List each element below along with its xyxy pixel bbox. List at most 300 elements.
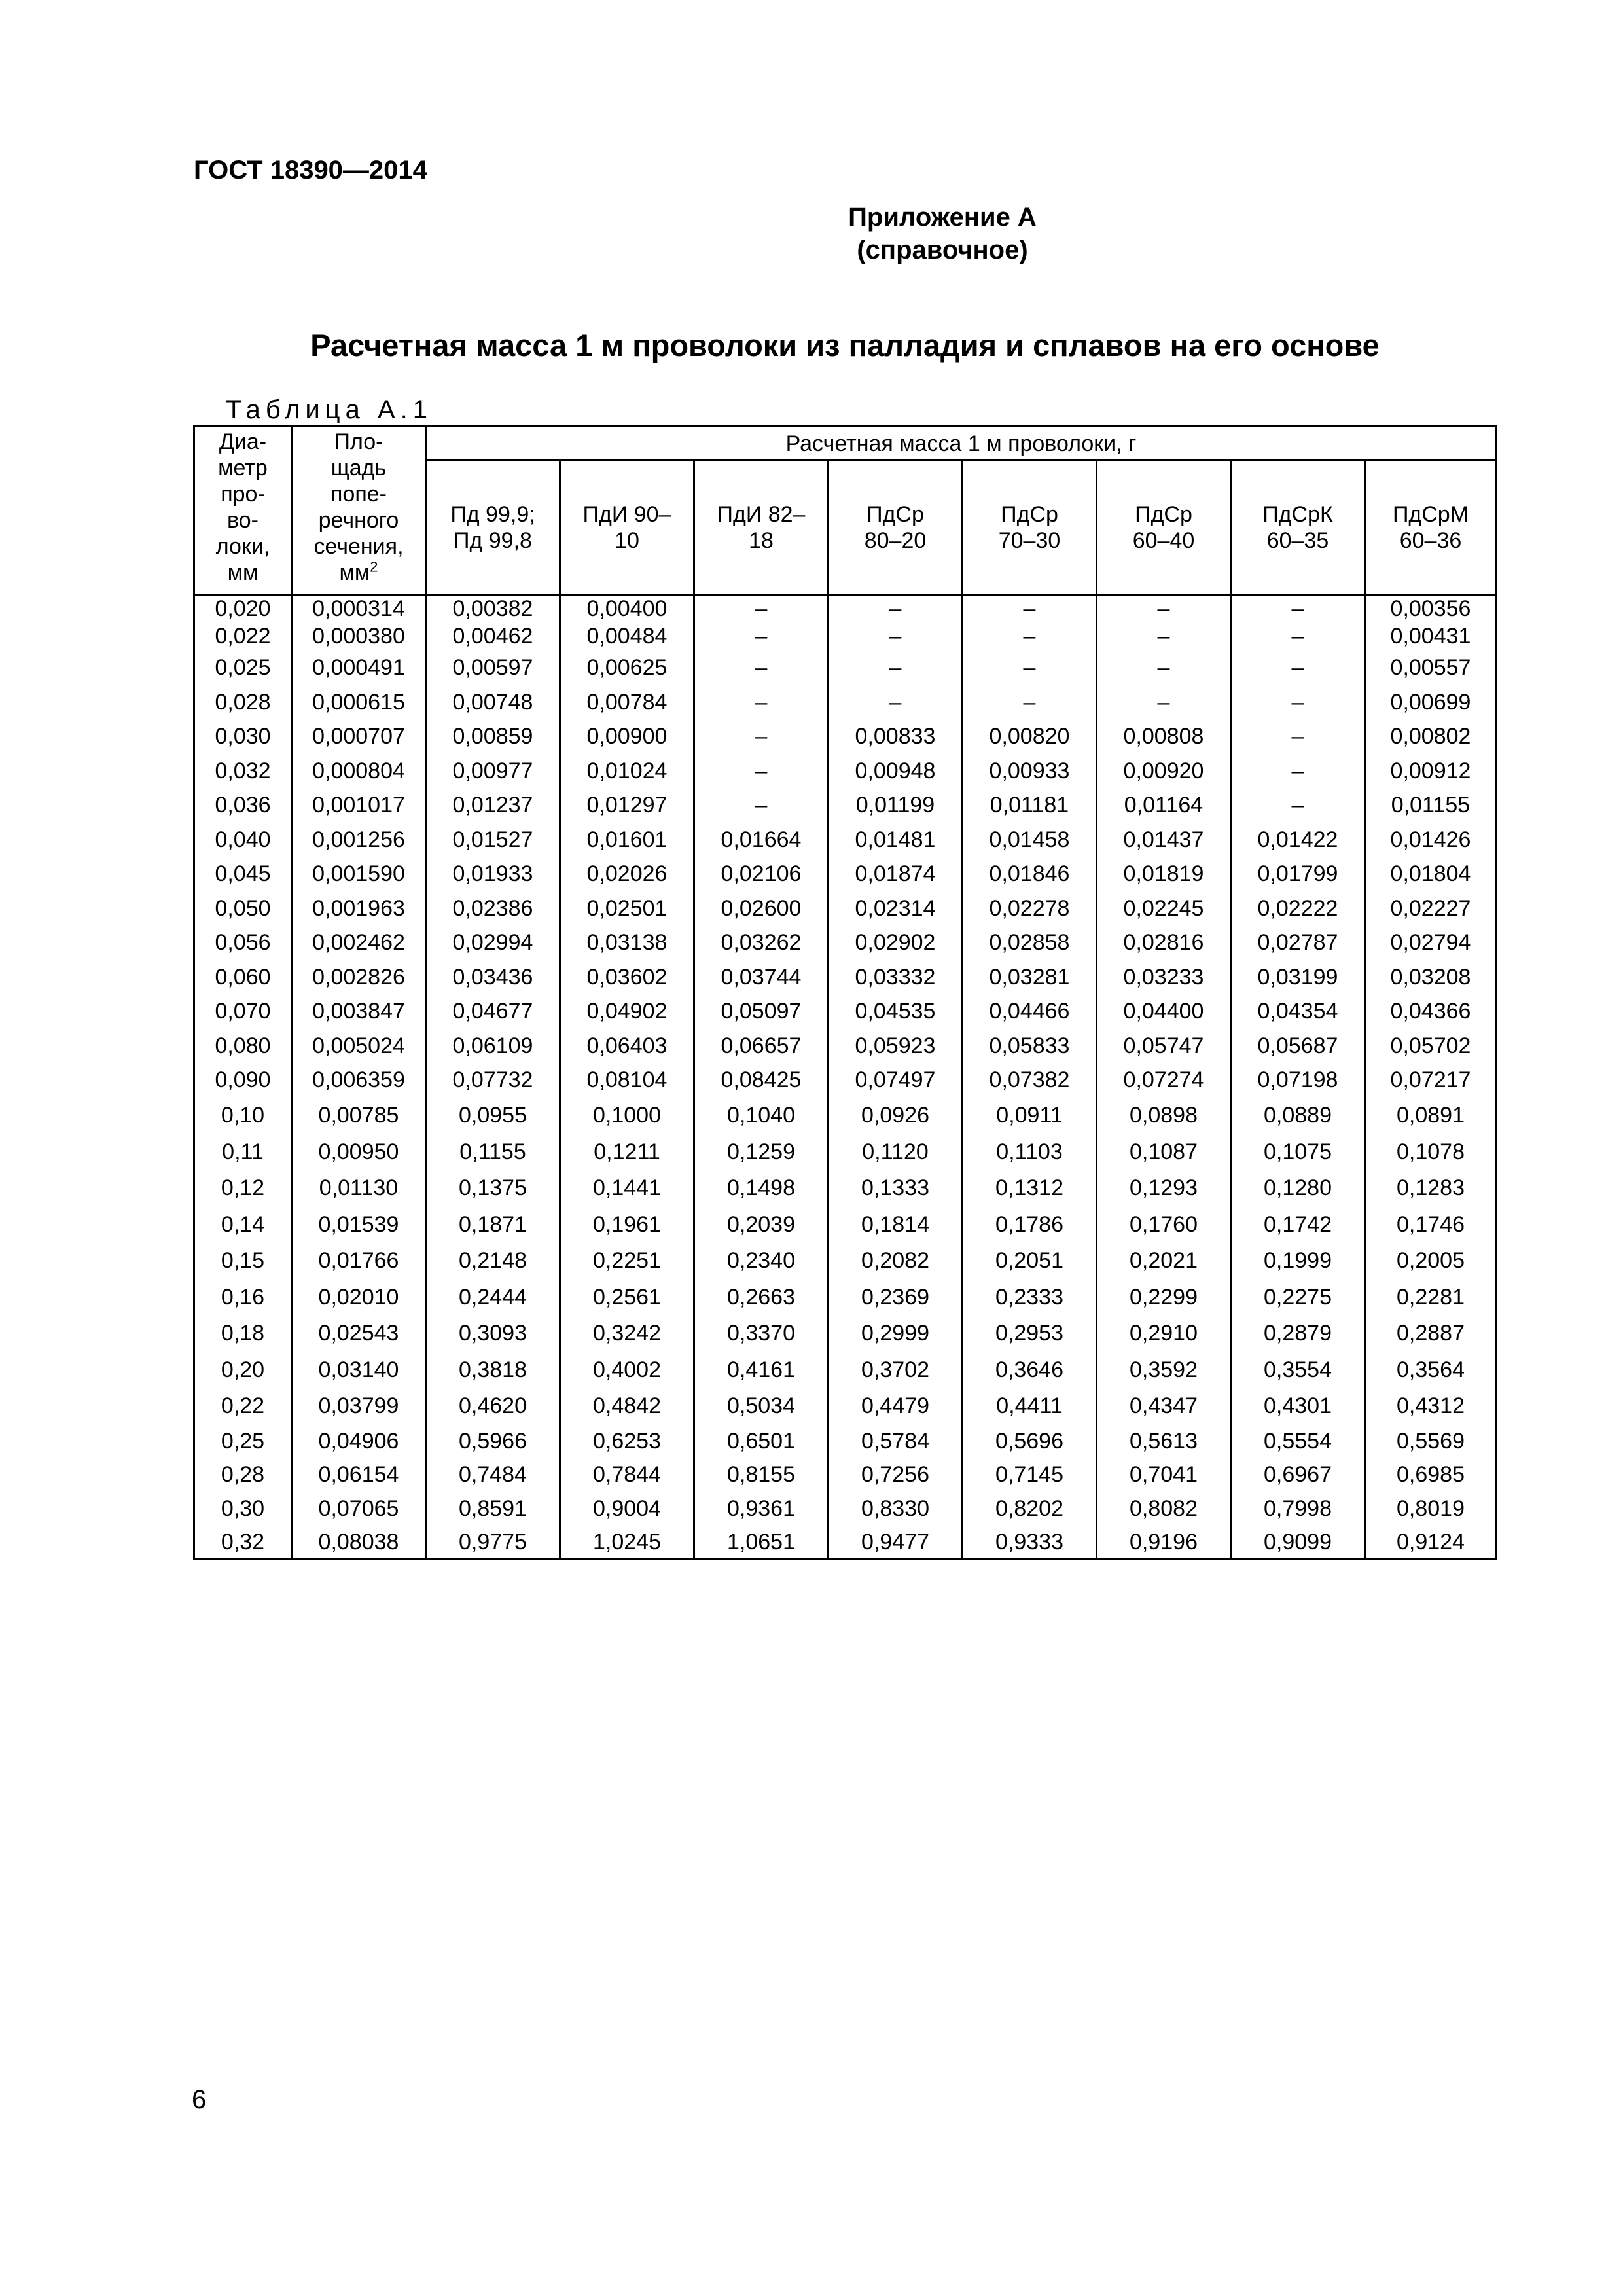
table-cell: 0,000707	[292, 719, 426, 754]
table-row	[194, 1243, 1497, 1280]
alloy-header: ПдСр 70–30	[963, 461, 1097, 595]
table-cell: 0,00557	[1365, 651, 1497, 685]
table-cell: –	[829, 622, 963, 651]
table-cell: 0,056	[194, 925, 292, 960]
table-cell: 0,7998	[1231, 1492, 1365, 1526]
table-cell: –	[694, 622, 829, 651]
table-cell: 0,070	[194, 994, 292, 1029]
table-cell: 0,4479	[829, 1388, 963, 1425]
table-cell: 0,02994	[426, 925, 560, 960]
table-cell: –	[1231, 622, 1365, 651]
table-cell: 0,0926	[829, 1098, 963, 1134]
table-cell: 0,1103	[963, 1134, 1097, 1170]
area-header: Пло- щадь попе- речного сечения, $мм^2$	[292, 427, 426, 595]
table-cell: 0,06403	[560, 1029, 694, 1064]
table-cell: 0,22	[194, 1388, 292, 1425]
table-cell: 0,00977	[426, 754, 560, 789]
table-cell: 0,2148	[426, 1243, 560, 1280]
table-cell: 0,01422	[1231, 823, 1365, 857]
table-cell: 0,002462	[292, 925, 426, 960]
table-cell: 0,1155	[426, 1134, 560, 1170]
table-row	[194, 1134, 1497, 1170]
table-cell: 0,03799	[292, 1388, 426, 1425]
table-cell: –	[1231, 754, 1365, 789]
table-cell: 0,0955	[426, 1098, 560, 1134]
table-cell: 0,1742	[1231, 1206, 1365, 1243]
table-cell: 0,2879	[1231, 1316, 1365, 1352]
table-cell: 0,2281	[1365, 1279, 1497, 1316]
table-cell: 0,07497	[829, 1063, 963, 1098]
table-cell: 0,20	[194, 1352, 292, 1388]
table-cell: 0,14	[194, 1206, 292, 1243]
table-cell: 0,08425	[694, 1063, 829, 1098]
table-cell: 0,2005	[1365, 1243, 1497, 1280]
table-cell: 0,00784	[560, 685, 694, 720]
table-row	[194, 1063, 1497, 1098]
table-cell: 0,1078	[1365, 1134, 1497, 1170]
table-cell: 0,00699	[1365, 685, 1497, 720]
table-cell: 0,3646	[963, 1352, 1097, 1388]
table-cell: 0,7484	[426, 1458, 560, 1492]
table-cell: 0,8082	[1097, 1492, 1231, 1526]
table-cell: 0,00462	[426, 622, 560, 651]
table-cell: –	[963, 685, 1097, 720]
table-row	[194, 622, 1497, 651]
table-cell: –	[694, 788, 829, 823]
table-cell: 0,01426	[1365, 823, 1497, 857]
table-cell: 0,00431	[1365, 622, 1497, 651]
table-cell: 0,00933	[963, 754, 1097, 789]
table-cell: 0,0898	[1097, 1098, 1231, 1134]
table-cell: 0,7041	[1097, 1458, 1231, 1492]
table-cell: 0,1120	[829, 1134, 963, 1170]
table-cell: –	[694, 595, 829, 622]
table-row	[194, 891, 1497, 926]
table-cell: 0,7256	[829, 1458, 963, 1492]
table-cell: –	[1231, 788, 1365, 823]
table-cell: 0,02902	[829, 925, 963, 960]
table-cell: 0,00859	[426, 719, 560, 754]
table-cell: 0,03199	[1231, 960, 1365, 995]
table-cell: 0,5696	[963, 1424, 1097, 1458]
table-cell: 0,02600	[694, 891, 829, 926]
table-cell: 0,07274	[1097, 1063, 1231, 1098]
table-cell: 0,3702	[829, 1352, 963, 1388]
table-cell: 0,03233	[1097, 960, 1231, 995]
table-cell: 1,0651	[694, 1526, 829, 1560]
table-cell: 0,2299	[1097, 1279, 1231, 1316]
table-cell: –	[1231, 651, 1365, 685]
table-row	[194, 1316, 1497, 1352]
table-cell: 0,2275	[1231, 1279, 1365, 1316]
table-cell: 0,03262	[694, 925, 829, 960]
table-cell: 0,2340	[694, 1243, 829, 1280]
document-title: Расчетная масса 1 м проволоки из палладия и сплавов на его основе	[310, 328, 1380, 363]
table-cell: 0,032	[194, 754, 292, 789]
table-row	[194, 719, 1497, 754]
table-cell: 0,1312	[963, 1170, 1097, 1207]
table-cell: 0,3242	[560, 1316, 694, 1352]
alloy-header: ПдИ 82– 18	[694, 461, 829, 595]
table-cell: 0,001963	[292, 891, 426, 926]
table-cell: 0,02794	[1365, 925, 1497, 960]
table-cell: 0,000314	[292, 595, 426, 622]
table-cell: 0,3093	[426, 1316, 560, 1352]
table-row	[194, 1352, 1497, 1388]
table-cell: 0,025	[194, 651, 292, 685]
table-cell: 0,8019	[1365, 1492, 1497, 1526]
table-cell: 0,060	[194, 960, 292, 995]
table-cell: 0,1087	[1097, 1134, 1231, 1170]
table-row	[194, 1424, 1497, 1458]
table-cell: 0,07065	[292, 1492, 426, 1526]
table-cell: 0,0911	[963, 1098, 1097, 1134]
table-cell: 0,001256	[292, 823, 426, 857]
table-cell: 0,5554	[1231, 1424, 1365, 1458]
table-cell: 0,01297	[560, 788, 694, 823]
page-number: 6	[192, 2085, 207, 2114]
table-cell: 0,030	[194, 719, 292, 754]
table-cell: 0,000491	[292, 651, 426, 685]
table-cell: 0,9333	[963, 1526, 1097, 1560]
table-cell: 0,01481	[829, 823, 963, 857]
table-cell: 0,2082	[829, 1243, 963, 1280]
table-cell: 0,006359	[292, 1063, 426, 1098]
table-cell: 0,00948	[829, 754, 963, 789]
table-cell: 0,0891	[1365, 1098, 1497, 1134]
table-cell: 0,020	[194, 595, 292, 622]
appendix-title: Приложение А	[848, 203, 1037, 232]
table-cell: 0,1375	[426, 1170, 560, 1207]
table-cell: 0,045	[194, 857, 292, 891]
alloy-header: Пд 99,9; Пд 99,8	[426, 461, 560, 595]
table-row	[194, 685, 1497, 720]
table-row	[194, 1279, 1497, 1316]
table-cell: 0,01527	[426, 823, 560, 857]
table-cell: 0,2910	[1097, 1316, 1231, 1352]
table-cell: 0,001017	[292, 788, 426, 823]
alloy-header: ПдСрК 60–35	[1231, 461, 1365, 595]
table-cell: –	[1097, 595, 1231, 622]
table-cell: 0,00950	[292, 1134, 426, 1170]
table-cell: 0,05687	[1231, 1029, 1365, 1064]
table-cell: 0,2444	[426, 1279, 560, 1316]
table-cell: –	[829, 651, 963, 685]
table-cell: 0,01819	[1097, 857, 1231, 891]
table-cell: 0,00748	[426, 685, 560, 720]
table-cell: 0,1293	[1097, 1170, 1231, 1207]
table-cell: 0,3554	[1231, 1352, 1365, 1388]
table-cell: 0,5569	[1365, 1424, 1497, 1458]
table-cell: 0,000615	[292, 685, 426, 720]
table-cell: 0,3370	[694, 1316, 829, 1352]
alloy-header: ПдСрМ 60–36	[1365, 461, 1497, 595]
table-cell: 0,005024	[292, 1029, 426, 1064]
table-cell: 0,2251	[560, 1243, 694, 1280]
table-cell: 0,06657	[694, 1029, 829, 1064]
table-cell: 0,00597	[426, 651, 560, 685]
table-cell: 0,05833	[963, 1029, 1097, 1064]
table-cell: 0,2887	[1365, 1316, 1497, 1352]
table-row	[194, 1029, 1497, 1064]
table-row	[194, 1206, 1497, 1243]
table-cell: 0,4002	[560, 1352, 694, 1388]
table-cell: 0,003847	[292, 994, 426, 1029]
table-cell: 0,3564	[1365, 1352, 1497, 1388]
table-cell: –	[963, 595, 1097, 622]
table-row	[194, 857, 1497, 891]
table-cell: 0,05097	[694, 994, 829, 1029]
table-cell: –	[694, 754, 829, 789]
table-cell: 0,07198	[1231, 1063, 1365, 1098]
table-cell: 0,07732	[426, 1063, 560, 1098]
table-cell: –	[963, 622, 1097, 651]
table-cell: 0,01237	[426, 788, 560, 823]
table-cell: 0,050	[194, 891, 292, 926]
table-cell: 0,9196	[1097, 1526, 1231, 1560]
table-cell: 0,6967	[1231, 1458, 1365, 1492]
appendix-subtitle: (справочное)	[857, 236, 1028, 264]
table-cell: 0,00820	[963, 719, 1097, 754]
table-cell: 0,00625	[560, 651, 694, 685]
table-body	[194, 595, 1497, 1560]
table-row	[194, 1098, 1497, 1134]
table-cell: –	[694, 719, 829, 754]
table-cell: 0,1814	[829, 1206, 963, 1243]
table-cell: 0,01458	[963, 823, 1097, 857]
table-cell: 0,6253	[560, 1424, 694, 1458]
table-cell: 0,040	[194, 823, 292, 857]
table-cell: 0,002826	[292, 960, 426, 995]
table-cell: 0,16	[194, 1279, 292, 1316]
table-row	[194, 994, 1497, 1029]
table-cell: 0,03744	[694, 960, 829, 995]
table-cell: 0,1283	[1365, 1170, 1497, 1207]
table-cell: 0,4411	[963, 1388, 1097, 1425]
table-cell: 0,00900	[560, 719, 694, 754]
table-cell: 0,06109	[426, 1029, 560, 1064]
table-cell: 0,01804	[1365, 857, 1497, 891]
table-cell: 0,4312	[1365, 1388, 1497, 1425]
table-row	[194, 1170, 1497, 1207]
table-cell: 0,02026	[560, 857, 694, 891]
table-cell: –	[1097, 651, 1231, 685]
table-cell: 0,001590	[292, 857, 426, 891]
table-cell: –	[1097, 685, 1231, 720]
table-cell: 0,3592	[1097, 1352, 1231, 1388]
table-cell: 0,28	[194, 1458, 292, 1492]
table-cell: 0,02106	[694, 857, 829, 891]
table-cell: 0,9004	[560, 1492, 694, 1526]
table-cell: 0,9099	[1231, 1526, 1365, 1560]
table-cell: 0,8155	[694, 1458, 829, 1492]
table-cell: 0,00833	[829, 719, 963, 754]
table-cell: 0,090	[194, 1063, 292, 1098]
table-row	[194, 1492, 1497, 1526]
table-cell: 0,25	[194, 1424, 292, 1458]
table-cell: 1,0245	[560, 1526, 694, 1560]
table-cell: 0,01601	[560, 823, 694, 857]
table-cell: 0,00920	[1097, 754, 1231, 789]
table-cell: 0,036	[194, 788, 292, 823]
table-cell: 0,04354	[1231, 994, 1365, 1029]
table-row	[194, 960, 1497, 995]
table-cell: 0,03140	[292, 1352, 426, 1388]
table-cell: 0,4347	[1097, 1388, 1231, 1425]
table-row	[194, 823, 1497, 857]
table-cell: 0,03208	[1365, 960, 1497, 995]
document-code: ГОСТ 18390—2014	[194, 156, 427, 185]
table-cell: 0,5613	[1097, 1424, 1231, 1458]
diameter-header: Диа- метр про- во- локи, мм	[194, 427, 292, 595]
table-cell: 0,1000	[560, 1098, 694, 1134]
table-cell: 0,7844	[560, 1458, 694, 1492]
table-cell: –	[963, 651, 1097, 685]
table-cell: 0,9775	[426, 1526, 560, 1560]
table-cell: 0,02227	[1365, 891, 1497, 926]
table-cell: 0,000380	[292, 622, 426, 651]
table-cell: 0,01799	[1231, 857, 1365, 891]
table-cell: 0,2021	[1097, 1243, 1231, 1280]
table-cell: 0,04400	[1097, 994, 1231, 1029]
mass-table	[193, 425, 1497, 1560]
table-cell: –	[1231, 685, 1365, 720]
table-cell: 0,00400	[560, 595, 694, 622]
table-cell: 0,00785	[292, 1098, 426, 1134]
table-cell: 0,1333	[829, 1170, 963, 1207]
alloy-header: ПдСр 80–20	[829, 461, 963, 595]
table-cell: 0,9124	[1365, 1526, 1497, 1560]
table-cell: 0,05747	[1097, 1029, 1231, 1064]
table-cell: 0,02278	[963, 891, 1097, 926]
table-row	[194, 754, 1497, 789]
table-cell: 0,2051	[963, 1243, 1097, 1280]
table-cell: 0,4161	[694, 1352, 829, 1388]
table-cell: 0,2561	[560, 1279, 694, 1316]
table-cell: 0,080	[194, 1029, 292, 1064]
table-cell: 0,00912	[1365, 754, 1497, 789]
table-cell: 0,1075	[1231, 1134, 1365, 1170]
table-cell: 0,00802	[1365, 719, 1497, 754]
table-cell: 0,02222	[1231, 891, 1365, 926]
table-cell: 0,01130	[292, 1170, 426, 1207]
table-row	[194, 595, 1497, 622]
table-row	[194, 1388, 1497, 1425]
table-cell: 0,00382	[426, 595, 560, 622]
table-cell: 0,18	[194, 1316, 292, 1352]
table-cell: 0,2333	[963, 1279, 1097, 1316]
alloy-header: ПдСр 60–40	[1097, 461, 1231, 595]
table-cell: 0,03138	[560, 925, 694, 960]
table-cell: 0,00808	[1097, 719, 1231, 754]
table-cell: 0,1441	[560, 1170, 694, 1207]
table-cell: 0,32	[194, 1526, 292, 1560]
table-cell: 0,4620	[426, 1388, 560, 1425]
table-cell: 0,10	[194, 1098, 292, 1134]
table-cell: 0,04466	[963, 994, 1097, 1029]
table-cell: 0,01664	[694, 823, 829, 857]
table-cell: –	[694, 651, 829, 685]
table-cell: 0,30	[194, 1492, 292, 1526]
table-cell: 0,05702	[1365, 1029, 1497, 1064]
table-cell: 0,02543	[292, 1316, 426, 1352]
table-cell: 0,02314	[829, 891, 963, 926]
table-cell: 0,028	[194, 685, 292, 720]
table-cell: 0,2369	[829, 1279, 963, 1316]
table-cell: 0,02386	[426, 891, 560, 926]
table-cell: 0,1280	[1231, 1170, 1365, 1207]
table-cell: 0,9477	[829, 1526, 963, 1560]
table-cell: 0,1999	[1231, 1243, 1365, 1280]
table-cell: 0,01181	[963, 788, 1097, 823]
table-label: Таблица А.1	[226, 395, 433, 424]
table-cell: 0,11	[194, 1134, 292, 1170]
table-cell: 0,15	[194, 1243, 292, 1280]
table-cell: 0,06154	[292, 1458, 426, 1492]
table-cell: 0,5966	[426, 1424, 560, 1458]
table-cell: 0,00484	[560, 622, 694, 651]
table-cell: 0,1259	[694, 1134, 829, 1170]
mass-group-header: Расчетная масса 1 м проволоки, г	[426, 427, 1497, 461]
table-cell: 0,0889	[1231, 1098, 1365, 1134]
table-cell: 0,08038	[292, 1526, 426, 1560]
table-cell: 0,2999	[829, 1316, 963, 1352]
table-cell: –	[829, 685, 963, 720]
table-cell: 0,01437	[1097, 823, 1231, 857]
table-row	[194, 651, 1497, 685]
table-cell: 0,1961	[560, 1206, 694, 1243]
table-cell: 0,4301	[1231, 1388, 1365, 1425]
table-cell: 0,000804	[292, 754, 426, 789]
table-cell: 0,022	[194, 622, 292, 651]
table-cell: 0,08104	[560, 1063, 694, 1098]
table-cell: 0,2953	[963, 1316, 1097, 1352]
table-row	[194, 788, 1497, 823]
table-cell: 0,4842	[560, 1388, 694, 1425]
table-cell: 0,01155	[1365, 788, 1497, 823]
table-cell: 0,1786	[963, 1206, 1097, 1243]
table-cell: 0,1760	[1097, 1206, 1231, 1243]
table-cell: 0,04366	[1365, 994, 1497, 1029]
table-cell: 0,01766	[292, 1243, 426, 1280]
table-cell: 0,07382	[963, 1063, 1097, 1098]
table-cell: –	[1231, 719, 1365, 754]
table-cell: 0,07217	[1365, 1063, 1497, 1098]
table-cell: –	[694, 685, 829, 720]
table-cell: 0,01874	[829, 857, 963, 891]
table-row	[194, 1458, 1497, 1492]
table-cell: 0,05923	[829, 1029, 963, 1064]
table-cell: 0,01199	[829, 788, 963, 823]
alloy-header: ПдИ 90– 10	[560, 461, 694, 595]
table-cell: 0,03281	[963, 960, 1097, 995]
table-cell: 0,8591	[426, 1492, 560, 1526]
table-cell: 0,01846	[963, 857, 1097, 891]
table-cell: 0,1211	[560, 1134, 694, 1170]
table-cell: 0,8202	[963, 1492, 1097, 1526]
table-cell: 0,02501	[560, 891, 694, 926]
table-cell: 0,04906	[292, 1424, 426, 1458]
table-cell: 0,02816	[1097, 925, 1231, 960]
table-cell: 0,2039	[694, 1206, 829, 1243]
table-cell: 0,8330	[829, 1492, 963, 1526]
table-cell: –	[1231, 595, 1365, 622]
table-row	[194, 1526, 1497, 1560]
table-cell: 0,1040	[694, 1098, 829, 1134]
table-cell: 0,02858	[963, 925, 1097, 960]
table-cell: 0,01539	[292, 1206, 426, 1243]
table-cell: 0,02787	[1231, 925, 1365, 960]
